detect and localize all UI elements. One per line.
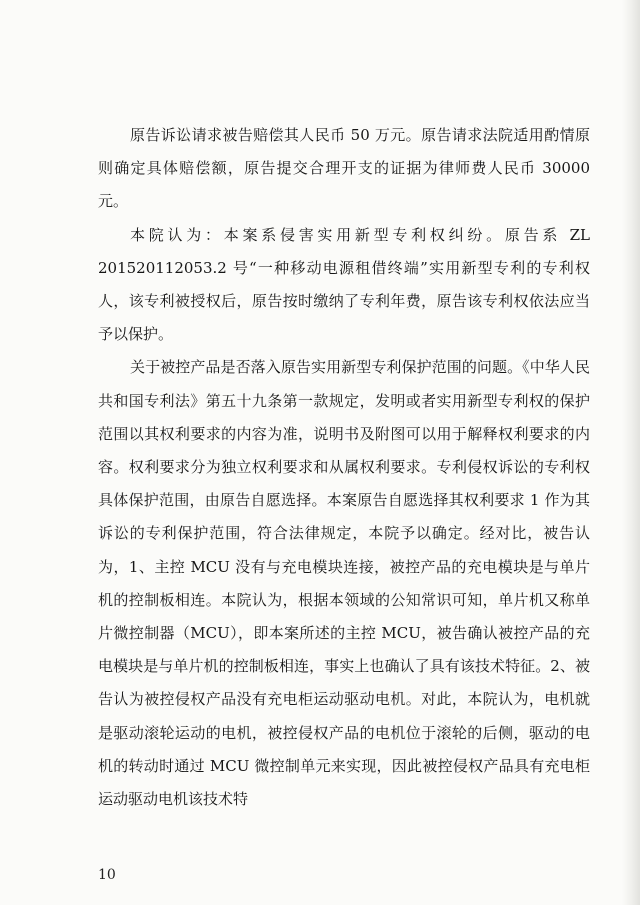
document-body: [98, 119, 590, 816]
page-number: 10: [98, 867, 116, 883]
paragraph-claim: 原告诉讼请求被告赔偿其人民币 50 万元。原告请求法院适用酌情原则确定具体赔偿额，原告提交合理开支的证据为律师费人民币 30000 元。: [98, 126, 590, 211]
page-edge-shadow: [622, 0, 640, 905]
paragraph-protection-scope: 关于被控产品是否落入原告实用新型专利保护范围的问题。《中华人民共和国专利法》第五十九条第一款规定，发明或者实用新型专利权的保护范围以其权利要求的内容为准，说明书及附图可以用于解释权利要求的内容。权利要求分为独立权利要求和从属权利要求。专利侵权诉讼的专利权具体保护范围，由原告自愿选择。本案原告自愿选择其权利要求 1 作为其诉讼的专利保护范围，符合法律规定，本院予以确定。经对比，被告认为，1、主控 MCU 没有与充电模块连接，被控产品的充电模块是与单片机的控制板相连。本院认为，根据本领域的公知常识可知，单片机又称单片微控制器（MCU），即本案所述的主控 MCU，被告确认被控产品的充电模块是与单片机的控制板相连，事实上也确认了具有该技术特征。2、被告认为被控侵权产品没有充电柜运动驱动电机。对此，本院认为，电机就是驱动滚轮运动的电机，被控侵权产品的电机位于滚轮的后侧，驱动的电机的转动时通过 MCU 微控制单元来实现，因此被控侵权产品具有充电柜运动驱动电机该技术特: [98, 358, 590, 809]
paragraph-court-opinion: 本院认为：本案系侵害实用新型专利权纠纷。原告系 ZL 201520112053.2 号“一种移动电源租借终端”实用新型专利的专利权人，该专利被授权后，原告按时缴纳了专利年费，原告该专利权依法应当予以保护。: [98, 225, 590, 344]
